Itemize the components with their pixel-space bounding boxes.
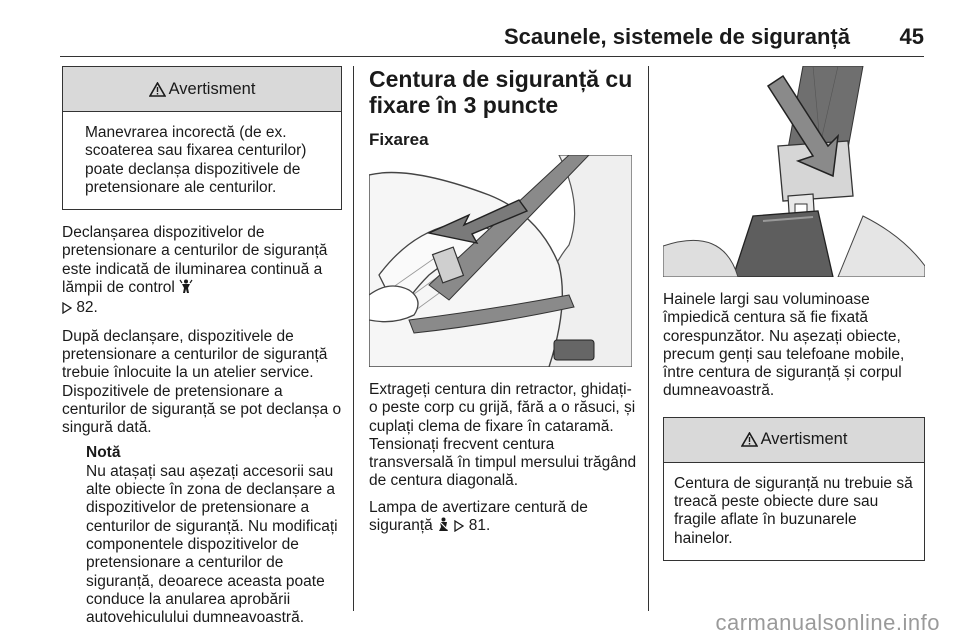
column-right-text <box>663 291 925 561</box>
note-block <box>62 444 342 627</box>
column-divider <box>353 66 354 611</box>
pretensioner-warning-icon <box>179 279 193 299</box>
paragraph-text: Declanșarea dispozitivelor de pretensionare a centurilor de siguranță este indicată de iluminarea continuă a lămpii de control <box>62 224 328 297</box>
paragraph-text: Lampa de avertizare centură de siguranță <box>369 498 588 535</box>
section-subheading: Fixarea <box>369 130 429 149</box>
warning-box <box>663 417 925 561</box>
watermark: carmanualsonline.info <box>715 610 940 635</box>
warning-text: Centura de siguranță nu trebuie să treacă peste obiecte dure sau fragile aflate în buzunarele hainelor. <box>674 474 913 547</box>
warning-triangle-icon <box>149 82 166 97</box>
paragraph: După declanșare, dispozitivele de pretensionare a centurilor de siguranță trebuie înlocuite la un atelier service. Dispozitivele de pretensionare a centurilor de siguranță se pot declanșa o singură dată. <box>62 327 342 437</box>
warning-title: Avertisment <box>760 430 848 449</box>
page-reference: 82. <box>76 299 98 317</box>
column-middle-text <box>369 381 637 537</box>
seatbelt-buckle-illustration <box>663 66 925 277</box>
column-left <box>62 66 342 627</box>
column-middle <box>369 66 637 150</box>
warning-text: Manevrarea incorectă (de ex. scoaterea sau fixarea centurilor) poate declanșa dispozitivele de pretensionare ale centurilor. <box>85 124 307 196</box>
page-reference-icon <box>454 519 464 537</box>
paragraph: Extrageți centura din retractor, ghidați-o peste corp cu grijă, fără a o răsuci, și cuplați clema de fixare în cataramă. Tensionați frecvent centura transversală în timpul mersului trăgând de centura diagonală. <box>369 381 637 490</box>
page-number: 45 <box>899 24 924 49</box>
seatbelt-fastening-illustration <box>369 155 632 367</box>
seatbelt-reminder-icon <box>437 517 450 537</box>
page-reference: 81. <box>468 517 491 535</box>
column-divider <box>648 66 649 611</box>
page-header <box>60 22 924 57</box>
warning-box <box>62 66 342 210</box>
paragraph <box>369 499 637 538</box>
note-title: Notă <box>86 444 121 462</box>
paragraph <box>62 224 342 319</box>
page-reference-icon <box>62 301 72 319</box>
section-heading: Centura de siguranță cu fixare în 3 puncte <box>369 66 633 118</box>
paragraph: Hainele largi sau voluminoase împiedică centura să fie fixată corespunzător. Nu așezați obiecte, precum genți sau telefoane mobile, între centura de siguranță și corpul dumneavoastră. <box>663 291 905 400</box>
warning-triangle-icon <box>741 432 758 447</box>
warning-title: Avertisment <box>168 79 256 98</box>
page-title: Scaunele, sistemele de siguranță <box>503 24 850 49</box>
warning-header <box>664 418 924 463</box>
warning-header <box>63 67 341 112</box>
note-text: Nu atașați sau așezați accesorii sau alte obiecte în zona de declanșare a dispozitivelor de pretensionare a centurilor de siguranță. Nu modificați componentele dispozitivelor de pretensionare a centurilor de siguranță, deoarece aceasta poate conduce la anularea aprobării autovehiculului dumneavoastră. <box>86 462 338 627</box>
